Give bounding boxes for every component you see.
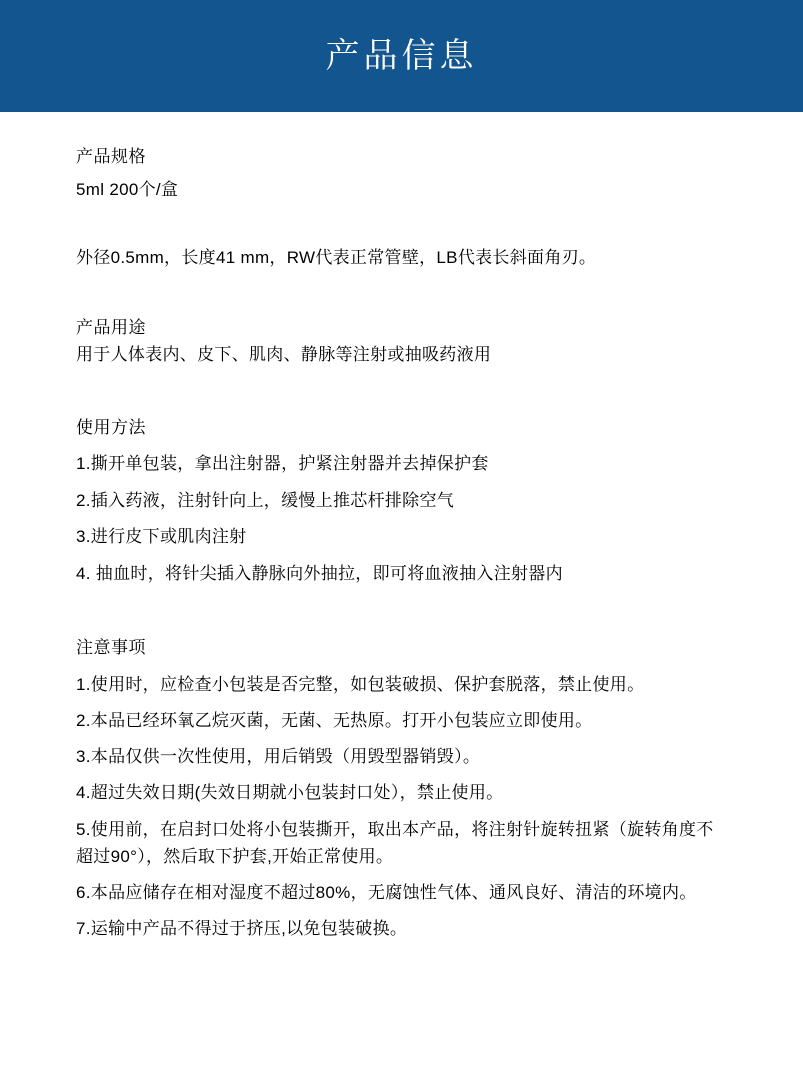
specification-heading: 产品规格 (76, 147, 146, 166)
notice-item: 4.超过失效日期(失效日期就小包装封口处），禁止使用。 (76, 783, 504, 803)
dimensions-text: 外径0.5mm，长度41 mm，RW代表正常管壁，LB代表长斜面角刃。 (76, 247, 597, 267)
notice-item: 6.本品应储存在相对湿度不超过80%，无腐蚀性气体、通风良好、清洁的环境内。 (76, 882, 697, 902)
notice-item: 2.本品已经环氧乙烷灭菌，无菌、无热原。打开小包装应立即使用。 (76, 710, 593, 730)
notice-heading: 注意事项 (76, 638, 146, 658)
notice-item: 1.使用时，应检查小包装是否完整，如包装破损、保护套脱落，禁止使用。 (76, 674, 645, 694)
page-content (0, 144, 803, 942)
notice-item: 7.运输中产品不得过于挤压,以免包装破换。 (76, 919, 408, 939)
page-header (0, 0, 803, 112)
section-dimensions (76, 244, 727, 271)
usage-heading: 产品用途 (76, 318, 146, 338)
method-step: 1.撕开单包装，拿出注射器，护紧注射器并去掉保护套 (76, 454, 489, 474)
method-step: 2.插入药液，注射针向上，缓慢上推芯杆排除空气 (76, 490, 455, 510)
section-usage (76, 315, 727, 369)
specification-value: 5ml 200个/盒 (76, 180, 179, 200)
section-notice (76, 635, 727, 942)
method-step: 3.进行皮下或肌肉注射 (76, 527, 247, 547)
notice-item: 5.使用前，在启封口处将小包装撕开，取出本产品，将注射针旋转扭紧（旋转角度不超过90°），然后取下护套,开始正常使用。 (76, 819, 714, 866)
page-title: 产品信息 (325, 37, 478, 75)
method-heading: 使用方法 (76, 417, 146, 437)
usage-text: 用于人体表内、皮下、肌肉、静脉等注射或抽吸药液用 (76, 345, 492, 365)
method-step: 4. 抽血时，将针尖插入静脉向外抽拉，即可将血液抽入注射器内 (76, 563, 563, 583)
notice-item: 3.本品仅供一次性使用，用后销毁（用毁型器销毁）。 (76, 747, 481, 767)
section-specification (76, 144, 727, 204)
section-method (76, 415, 727, 587)
